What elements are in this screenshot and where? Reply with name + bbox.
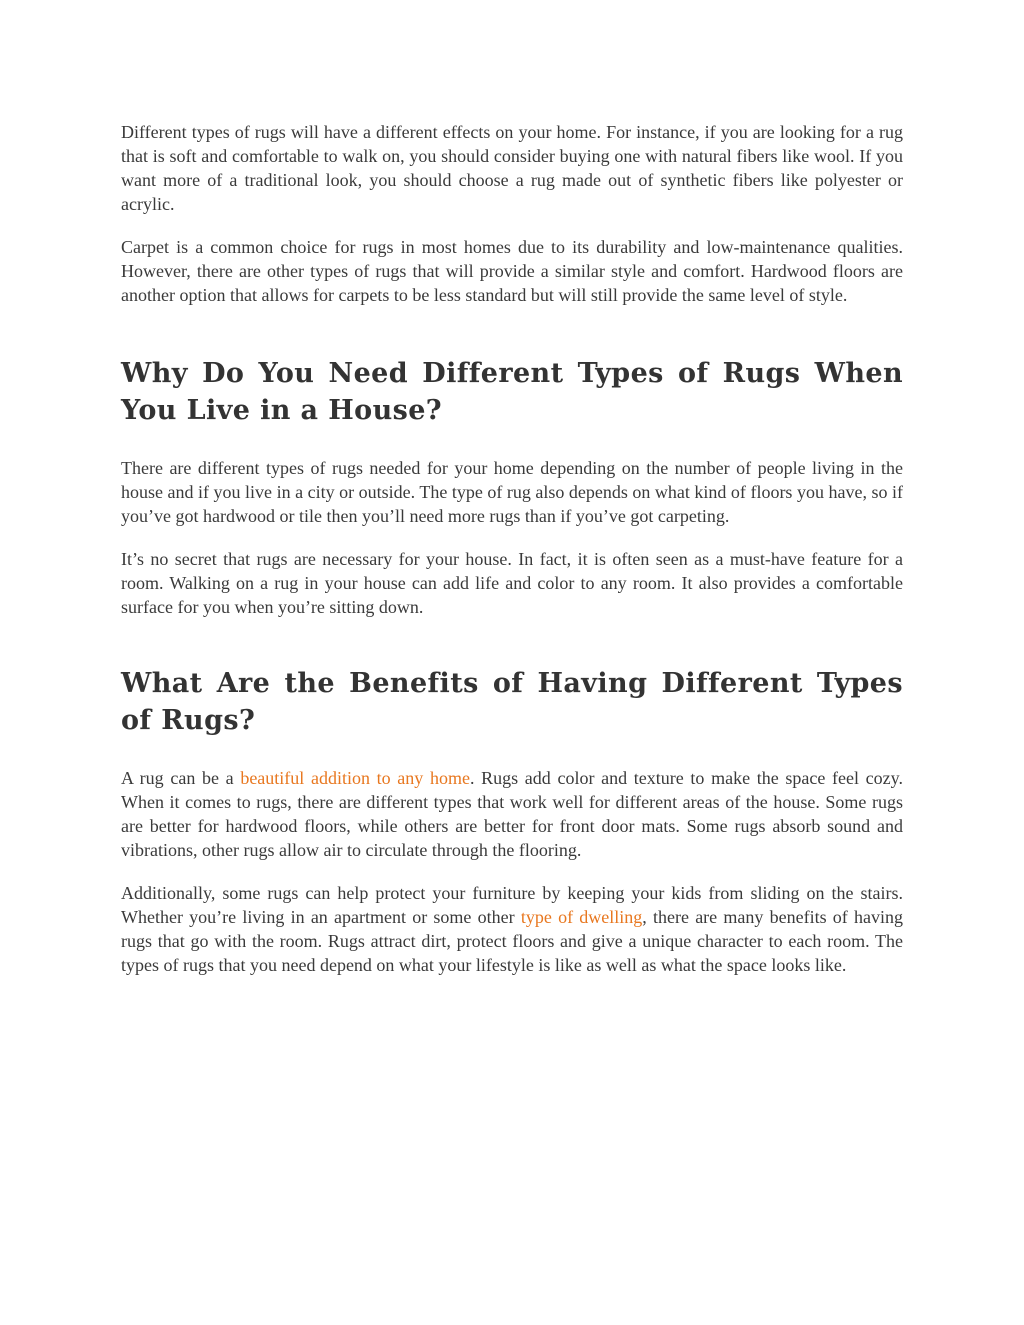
link-type-of-dwelling[interactable]: type of dwelling (520, 907, 643, 927)
paragraph-rugs-protect (121, 881, 903, 977)
paragraph-rug-addition (121, 766, 903, 862)
paragraph-text-segment: . Rugs add color and texture to make the space feel cozy. When it comes to rugs, there are different types that work well for different areas of the house. Some rugs are better for hardwood floors, while others are better for front door mats. Some rugs absorb sound and vibrations, other rugs allow air to circulate through the flooring. (121, 768, 903, 860)
paragraph-carpet-choice: Carpet is a common choice for rugs in most homes due to its durability and low-maintenance qualities. However, there are other types of rugs that will provide a similar style and comfort. Hardwood floors are another option that allows for carpets to be less standard but will still provide the same level of style. (121, 237, 903, 305)
heading-benefits-of-rugs: What Are the Benefits of Having Different Types of Rugs? (121, 668, 903, 736)
paragraph-rugs-needed: There are different types of rugs needed for your home depending on the number of people living in the house and if you live in a city or outside. The type of rug also depends on what kind of floors you have, so if you’ve got hardwood or tile then you’ll need more rugs than if you’ve got carpeting. (121, 458, 903, 526)
paragraph-text-segment: , there are many benefits of having rugs that go with the room. Rugs attract dirt, protect floors and give a unique character to each room. The types of rugs that you need depend on what your lifestyle is like as well as what the space looks like. (121, 907, 903, 975)
heading-why-different-rugs: Why Do You Need Different Types of Rugs When You Live in a House? (121, 358, 903, 426)
paragraph-rug-effects: Different types of rugs will have a different effects on your home. For instance, if you are looking for a rug that is soft and comfortable to walk on, you should consider buying one with natural fibers like wool. If you want more of a traditional look, you should choose a rug made out of synthetic fibers like polyester or acrylic. (121, 122, 903, 214)
paragraph-text-segment: Additionally, some rugs can help protect your furniture by keeping your kids from sliding on the stairs. Whether you’re living in an apartment or some other (121, 883, 903, 927)
document-page (121, 120, 903, 996)
link-beautiful-addition[interactable]: beautiful addition to any home (240, 768, 470, 788)
paragraph-rugs-necessary: It’s no secret that rugs are necessary for your house. In fact, it is often seen as a must-have feature for a room. Walking on a rug in your house can add life and color to any room. It also provides a comfortable surface for you when you’re sitting down. (121, 549, 903, 617)
paragraph-text-segment: A rug can be a (121, 768, 241, 788)
